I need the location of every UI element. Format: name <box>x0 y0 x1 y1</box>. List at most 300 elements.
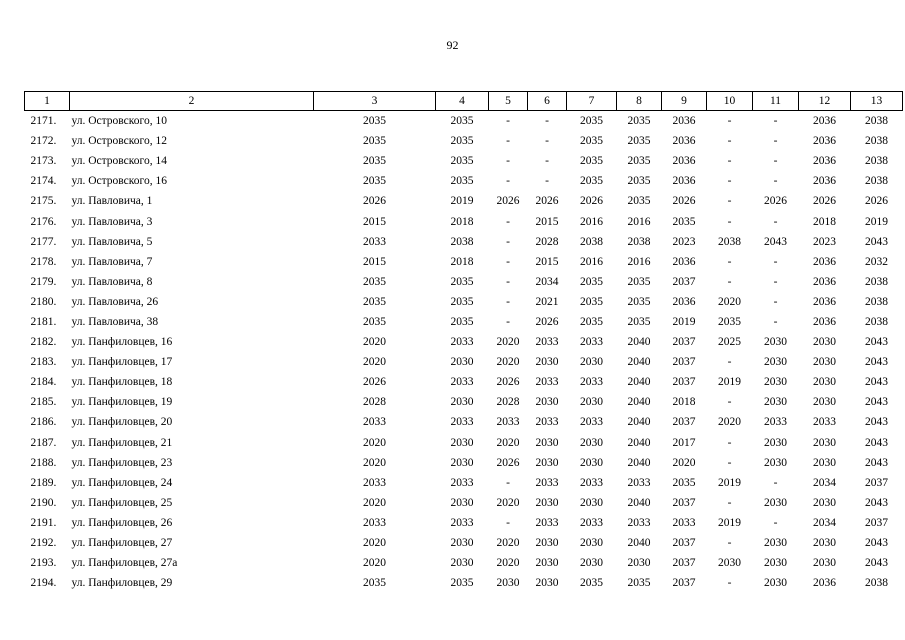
row-number-cell: 2171. <box>30 115 57 128</box>
year-cell: 2030 <box>813 396 836 409</box>
address-cell: ул. Павловича, 8 <box>71 275 153 288</box>
year-cell: 2038 <box>865 175 888 188</box>
year-cell: 2030 <box>535 436 559 449</box>
year-cell: - <box>727 115 732 128</box>
row-number-cell: 2179. <box>30 275 57 288</box>
year-cell: 2033 <box>450 376 474 389</box>
year-cell: 2030 <box>764 396 787 409</box>
year-cell: - <box>727 215 732 228</box>
year-cell: 2016 <box>580 215 603 228</box>
year-cell: 2015 <box>363 215 386 228</box>
address-cell: ул. Островского, 14 <box>71 155 167 168</box>
column-header: 3 <box>314 92 436 111</box>
year-cell: - <box>506 255 510 268</box>
year-cell: - <box>727 195 732 208</box>
year-cell: 2034 <box>813 516 836 529</box>
year-cell: 2030 <box>813 537 836 550</box>
row-number-cell: 2185. <box>30 396 57 409</box>
year-cell: 2020 <box>363 436 386 449</box>
year-cell: 2033 <box>535 416 559 429</box>
year-cell: 2026 <box>865 195 888 208</box>
year-cell: 2038 <box>580 235 603 248</box>
year-cell: 2035 <box>627 577 651 590</box>
table-row <box>25 332 903 352</box>
row-number-cell: 2176. <box>30 215 57 228</box>
address-cell: ул. Панфиловцев, 25 <box>71 496 173 509</box>
year-cell: 2038 <box>865 135 888 148</box>
address-cell: ул. Павловича, 26 <box>71 295 159 308</box>
year-cell: 2035 <box>627 315 651 328</box>
year-cell: 2030 <box>450 456 474 469</box>
year-cell: 2034 <box>535 275 559 288</box>
year-cell: - <box>506 315 510 328</box>
row-number-cell: 2188. <box>30 456 57 469</box>
year-cell: 2037 <box>672 376 696 389</box>
table-row <box>25 533 903 553</box>
row-number-cell: 2175. <box>30 195 57 208</box>
year-cell: 2035 <box>672 215 696 228</box>
year-cell: - <box>506 115 510 128</box>
year-cell: 2030 <box>535 577 559 590</box>
year-cell: 2036 <box>813 295 836 308</box>
table-row <box>25 211 903 231</box>
year-cell: 2037 <box>672 496 696 509</box>
year-cell: 2033 <box>450 516 474 529</box>
year-cell: 2036 <box>813 115 836 128</box>
table-row <box>25 352 903 372</box>
table-row <box>25 151 903 171</box>
year-cell: 2018 <box>450 255 474 268</box>
year-cell: 2026 <box>672 195 696 208</box>
year-cell: 2018 <box>813 215 836 228</box>
year-cell: 2015 <box>535 215 559 228</box>
column-header: 6 <box>528 92 567 111</box>
table-body <box>25 111 903 594</box>
year-cell: 2030 <box>535 396 559 409</box>
year-cell: - <box>545 135 549 148</box>
year-cell: 2040 <box>627 356 651 369</box>
year-cell: 2035 <box>450 115 474 128</box>
row-number-cell: 2190. <box>30 496 57 509</box>
column-header: 9 <box>662 92 707 111</box>
year-cell: 2030 <box>450 356 474 369</box>
year-cell: - <box>773 135 778 148</box>
year-cell: 2035 <box>363 295 386 308</box>
header-row <box>25 92 903 111</box>
year-cell: 2030 <box>764 456 787 469</box>
year-cell: 2037 <box>672 557 696 570</box>
table-row <box>25 191 903 211</box>
year-cell: 2036 <box>813 255 836 268</box>
table-row <box>25 453 903 473</box>
table-row <box>25 553 903 573</box>
year-cell: 2018 <box>672 396 696 409</box>
year-cell: 2030 <box>580 396 603 409</box>
year-cell: 2030 <box>580 456 603 469</box>
address-cell: ул. Панфиловцев, 17 <box>71 356 173 369</box>
year-cell: - <box>773 476 778 489</box>
year-cell: 2033 <box>580 376 603 389</box>
year-cell: 2036 <box>813 577 836 590</box>
year-cell: - <box>727 496 732 509</box>
year-cell: 2036 <box>672 155 696 168</box>
year-cell: 2040 <box>627 537 651 550</box>
year-cell: 2036 <box>672 135 696 148</box>
address-cell: ул. Панфиловцев, 18 <box>71 376 173 389</box>
row-number-cell: 2182. <box>30 336 57 349</box>
year-cell: 2030 <box>764 356 787 369</box>
year-cell: 2023 <box>813 235 836 248</box>
year-cell: 2043 <box>865 336 888 349</box>
year-cell: 2036 <box>672 255 696 268</box>
year-cell: 2036 <box>813 155 836 168</box>
row-number-cell: 2193. <box>30 557 57 570</box>
year-cell: 2030 <box>764 376 787 389</box>
year-cell: 2026 <box>580 195 603 208</box>
year-cell: - <box>727 537 732 550</box>
year-cell: 2026 <box>535 315 559 328</box>
year-cell: 2026 <box>535 195 559 208</box>
year-cell: 2033 <box>535 516 559 529</box>
year-cell: 2030 <box>813 456 836 469</box>
year-cell: 2030 <box>764 336 787 349</box>
year-cell: 2033 <box>535 336 559 349</box>
row-number-cell: 2183. <box>30 356 57 369</box>
year-cell: 2035 <box>363 577 386 590</box>
year-cell: - <box>545 175 549 188</box>
year-cell: 2020 <box>363 336 386 349</box>
year-cell: 2032 <box>865 255 888 268</box>
year-cell: 2019 <box>718 376 741 389</box>
row-number-cell: 2177. <box>30 235 57 248</box>
address-cell: ул. Павловича, 38 <box>71 315 159 328</box>
year-cell: - <box>727 275 732 288</box>
year-cell: 2033 <box>580 416 603 429</box>
year-cell: 2033 <box>627 476 651 489</box>
year-cell: 2035 <box>363 135 386 148</box>
row-number-cell: 2181. <box>30 315 57 328</box>
year-cell: 2037 <box>865 516 888 529</box>
year-cell: - <box>773 215 778 228</box>
column-header: 1 <box>25 92 70 111</box>
year-cell: 2030 <box>813 557 836 570</box>
year-cell: 2021 <box>535 295 559 308</box>
year-cell: - <box>506 135 510 148</box>
year-cell: 2033 <box>450 476 474 489</box>
table-row <box>25 232 903 252</box>
year-cell: 2037 <box>672 336 696 349</box>
year-cell: 2038 <box>865 295 888 308</box>
year-cell: - <box>506 215 510 228</box>
address-cell: ул. Островского, 16 <box>71 175 167 188</box>
table-row <box>25 111 903 132</box>
year-cell: 2028 <box>496 396 520 409</box>
address-cell: ул. Панфиловцев, 24 <box>71 476 173 489</box>
address-cell: ул. Островского, 10 <box>71 115 167 128</box>
table-row <box>25 131 903 151</box>
year-cell: 2030 <box>813 496 836 509</box>
year-cell: - <box>727 255 732 268</box>
address-cell: ул. Павловича, 1 <box>71 195 153 208</box>
page-number: 92 <box>446 38 459 52</box>
year-cell: 2020 <box>363 456 386 469</box>
year-cell: 2035 <box>580 135 603 148</box>
year-cell: - <box>506 155 510 168</box>
year-cell: 2030 <box>764 436 787 449</box>
address-cell: ул. Панфиловцев, 21 <box>71 436 173 449</box>
row-number-cell: 2186. <box>30 416 57 429</box>
column-header: 8 <box>617 92 662 111</box>
address-cell: ул. Панфиловцев, 26 <box>71 516 173 529</box>
row-number-cell: 2174. <box>30 175 57 188</box>
address-cell: ул. Павловича, 5 <box>71 235 153 248</box>
year-cell: 2020 <box>718 416 741 429</box>
year-cell: 2043 <box>865 456 888 469</box>
year-cell: 2015 <box>535 255 559 268</box>
year-cell: - <box>773 115 778 128</box>
year-cell: 2035 <box>627 115 651 128</box>
year-cell: 2015 <box>363 255 386 268</box>
year-cell: 2043 <box>865 557 888 570</box>
year-cell: 2030 <box>535 456 559 469</box>
year-cell: 2030 <box>535 356 559 369</box>
year-cell: 2030 <box>450 537 474 550</box>
year-cell: 2033 <box>496 416 520 429</box>
year-cell: 2033 <box>363 416 386 429</box>
year-cell: 2043 <box>865 396 888 409</box>
year-cell: 2036 <box>813 135 836 148</box>
year-cell: 2016 <box>627 255 651 268</box>
table-row <box>25 473 903 493</box>
year-cell: 2030 <box>580 356 603 369</box>
address-cell: ул. Павловича, 7 <box>71 255 153 268</box>
table-row <box>25 292 903 312</box>
year-cell: 2043 <box>865 496 888 509</box>
year-cell: 2040 <box>627 416 651 429</box>
year-cell: 2030 <box>764 577 787 590</box>
year-cell: 2030 <box>718 557 741 570</box>
year-cell: 2030 <box>580 436 603 449</box>
year-cell: 2028 <box>363 396 386 409</box>
year-cell: 2035 <box>450 175 474 188</box>
year-cell: 2026 <box>496 195 520 208</box>
year-cell: 2030 <box>580 557 603 570</box>
year-cell: 2033 <box>535 476 559 489</box>
row-number-cell: 2189. <box>30 476 57 489</box>
year-cell: 2033 <box>813 416 836 429</box>
year-cell: 2030 <box>764 537 787 550</box>
year-cell: 2035 <box>363 275 386 288</box>
address-cell: ул. Панфиловцев, 27а <box>71 557 178 570</box>
year-cell: - <box>506 295 510 308</box>
year-cell: 2035 <box>363 175 386 188</box>
year-cell: 2020 <box>363 557 386 570</box>
year-cell: - <box>506 476 510 489</box>
year-cell: - <box>773 315 778 328</box>
year-cell: 2034 <box>813 476 836 489</box>
row-number-cell: 2172. <box>30 135 57 148</box>
year-cell: 2030 <box>535 537 559 550</box>
year-cell: 2017 <box>672 436 696 449</box>
year-cell: 2030 <box>450 436 474 449</box>
address-cell: ул. Островского, 12 <box>71 135 167 148</box>
address-cell: ул. Панфиловцев, 19 <box>71 396 173 409</box>
year-cell: - <box>773 516 778 529</box>
year-cell: - <box>727 396 732 409</box>
year-cell: 2020 <box>363 496 386 509</box>
year-cell: 2035 <box>627 295 651 308</box>
year-cell: 2020 <box>496 336 520 349</box>
row-number-cell: 2178. <box>30 255 57 268</box>
year-cell: 2030 <box>627 557 651 570</box>
year-cell: 2037 <box>672 416 696 429</box>
row-number-cell: 2191. <box>30 516 57 529</box>
year-cell: 2030 <box>580 537 603 550</box>
year-cell: - <box>727 175 732 188</box>
year-cell: 2033 <box>580 516 603 529</box>
year-cell: 2030 <box>813 376 836 389</box>
year-cell: 2033 <box>580 336 603 349</box>
year-cell: 2043 <box>764 235 787 248</box>
year-cell: 2037 <box>672 577 696 590</box>
year-cell: - <box>773 255 778 268</box>
year-cell: 2037 <box>672 537 696 550</box>
year-cell: 2033 <box>580 476 603 489</box>
year-cell: 2033 <box>363 235 386 248</box>
year-cell: 2030 <box>813 356 836 369</box>
year-cell: - <box>545 115 549 128</box>
column-header: 11 <box>753 92 799 111</box>
year-cell: 2043 <box>865 356 888 369</box>
year-cell: 2033 <box>764 416 787 429</box>
table-row <box>25 372 903 392</box>
year-cell: 2019 <box>672 315 696 328</box>
year-cell: 2030 <box>813 436 836 449</box>
year-cell: 2035 <box>627 275 651 288</box>
table-row <box>25 412 903 432</box>
year-cell: 2035 <box>627 175 651 188</box>
year-cell: 2040 <box>627 436 651 449</box>
year-cell: 2035 <box>580 115 603 128</box>
table-row <box>25 392 903 412</box>
year-cell: 2035 <box>580 577 603 590</box>
year-cell: 2035 <box>580 275 603 288</box>
year-cell: 2038 <box>865 315 888 328</box>
address-cell: ул. Панфиловцев, 23 <box>71 456 173 469</box>
year-cell: 2033 <box>672 516 696 529</box>
year-cell: 2035 <box>363 155 386 168</box>
year-cell: 2035 <box>718 315 741 328</box>
year-cell: 2035 <box>450 577 474 590</box>
table-row <box>25 493 903 513</box>
column-header: 7 <box>567 92 617 111</box>
column-header: 5 <box>489 92 528 111</box>
year-cell: 2040 <box>627 456 651 469</box>
year-cell: 2030 <box>496 577 520 590</box>
year-cell: 2026 <box>363 376 386 389</box>
address-cell: ул. Панфиловцев, 16 <box>71 336 173 349</box>
year-cell: - <box>727 155 732 168</box>
year-cell: 2018 <box>450 215 474 228</box>
year-cell: 2030 <box>450 396 474 409</box>
year-cell: 2020 <box>496 557 520 570</box>
year-cell: 2033 <box>450 416 474 429</box>
row-number-cell: 2194. <box>30 577 57 590</box>
year-cell: 2025 <box>718 336 741 349</box>
year-cell: 2030 <box>813 336 836 349</box>
year-cell: 2040 <box>627 336 651 349</box>
year-cell: 2028 <box>535 235 559 248</box>
year-cell: 2020 <box>496 496 520 509</box>
row-number-cell: 2173. <box>30 155 57 168</box>
year-cell: 2033 <box>363 476 386 489</box>
year-cell: - <box>773 175 778 188</box>
year-cell: 2023 <box>672 235 696 248</box>
year-cell: 2020 <box>496 356 520 369</box>
year-cell: 2020 <box>496 537 520 550</box>
year-cell: 2030 <box>450 557 474 570</box>
year-cell: 2020 <box>718 295 741 308</box>
column-header: 4 <box>436 92 489 111</box>
year-cell: 2043 <box>865 416 888 429</box>
year-cell: 2040 <box>627 496 651 509</box>
year-cell: - <box>773 295 778 308</box>
year-cell: 2040 <box>627 376 651 389</box>
year-cell: 2040 <box>627 396 651 409</box>
year-cell: 2026 <box>496 456 520 469</box>
year-cell: - <box>506 516 510 529</box>
year-cell: - <box>727 356 732 369</box>
year-cell: 2019 <box>865 215 888 228</box>
year-cell: 2030 <box>535 557 559 570</box>
year-cell: 2043 <box>865 537 888 550</box>
year-cell: 2038 <box>718 235 741 248</box>
data-table <box>24 91 903 593</box>
year-cell: 2019 <box>718 516 741 529</box>
year-cell: 2030 <box>535 496 559 509</box>
year-cell: 2035 <box>580 155 603 168</box>
year-cell: 2016 <box>627 215 651 228</box>
year-cell: 2043 <box>865 235 888 248</box>
year-cell: - <box>727 577 732 590</box>
year-cell: 2019 <box>450 195 474 208</box>
year-cell: 2037 <box>672 275 696 288</box>
column-header: 10 <box>707 92 753 111</box>
year-cell: - <box>506 275 510 288</box>
year-cell: - <box>727 135 732 148</box>
year-cell: - <box>727 436 732 449</box>
year-cell: 2035 <box>450 275 474 288</box>
year-cell: 2038 <box>450 235 474 248</box>
year-cell: - <box>773 155 778 168</box>
year-cell: 2035 <box>580 175 603 188</box>
table-row <box>25 171 903 191</box>
year-cell: 2035 <box>450 155 474 168</box>
year-cell: 2035 <box>627 155 651 168</box>
row-number-cell: 2192. <box>30 537 57 550</box>
address-cell: ул. Панфиловцев, 27 <box>71 537 173 550</box>
row-number-cell: 2187. <box>30 436 57 449</box>
year-cell: 2019 <box>718 476 741 489</box>
year-cell: 2033 <box>535 376 559 389</box>
year-cell: 2035 <box>363 315 386 328</box>
year-cell: 2020 <box>496 436 520 449</box>
column-header: 2 <box>70 92 314 111</box>
year-cell: 2020 <box>672 456 696 469</box>
column-header: 13 <box>851 92 903 111</box>
year-cell: 2036 <box>813 175 836 188</box>
table-row <box>25 272 903 292</box>
